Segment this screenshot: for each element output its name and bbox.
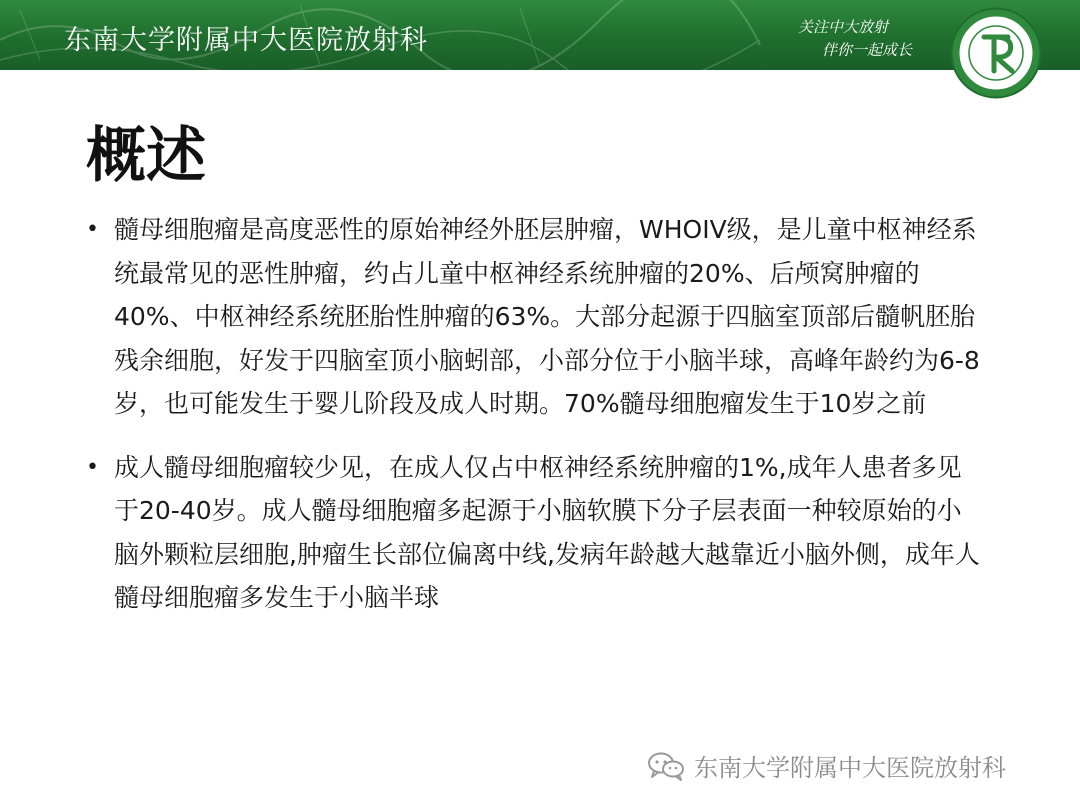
- bullet-text: 成人髓母细胞瘤较少见，在成人仅占中枢神经系统肿瘤的1%,成年人患者多见于20-40岁。成人髓母细胞瘤多起源于小脑软膜下分子层表面一种较原始的小脑外颗粒层细胞,肿瘤生长部位偏离中线,发病年龄越大越靠近小脑外侧，成年人髓母细胞瘤多发生于小脑半球: [114, 452, 980, 612]
- header-bar: [0, 0, 1080, 70]
- bullet-marker: •: [86, 217, 99, 242]
- slogan-line-1: 关注中大放射: [798, 18, 889, 36]
- bullet-item: [84, 446, 984, 620]
- department-logo: [950, 7, 1042, 99]
- header-slogan: [798, 16, 912, 62]
- bullet-marker: •: [86, 454, 99, 480]
- bullet-text: 髓母细胞瘤是高度恶性的原始神经外胚层肿瘤，WHOIV级，是儿童中枢神经系统最常见的恶性肿瘤，约占儿童中枢神经系统肿瘤的20%、后颅窝肿瘤的40%、中枢神经系统胚胎性肿瘤的63%。大部分起源于四脑室顶部后髓帆胚胎残余细胞，好发于四脑室顶小脑蚓部，小部分位于小脑半球，高峰年龄约为6-8岁，也可能发生于婴儿阶段及成人时期。70%髓母细胞瘤发生于10岁之前: [114, 215, 980, 418]
- bullet-list: [84, 208, 984, 620]
- slogan-line-2: 伴你一起成长: [822, 41, 913, 59]
- footer-watermark-text: 东南大学附属中大医院放射科: [694, 754, 1006, 782]
- slide-title: 概述: [86, 121, 206, 191]
- footer-watermark: [646, 748, 1006, 783]
- wechat-icon: [646, 751, 686, 781]
- bullet-item: [84, 208, 984, 426]
- header-title: 东南大学附属中大医院放射科: [64, 25, 428, 56]
